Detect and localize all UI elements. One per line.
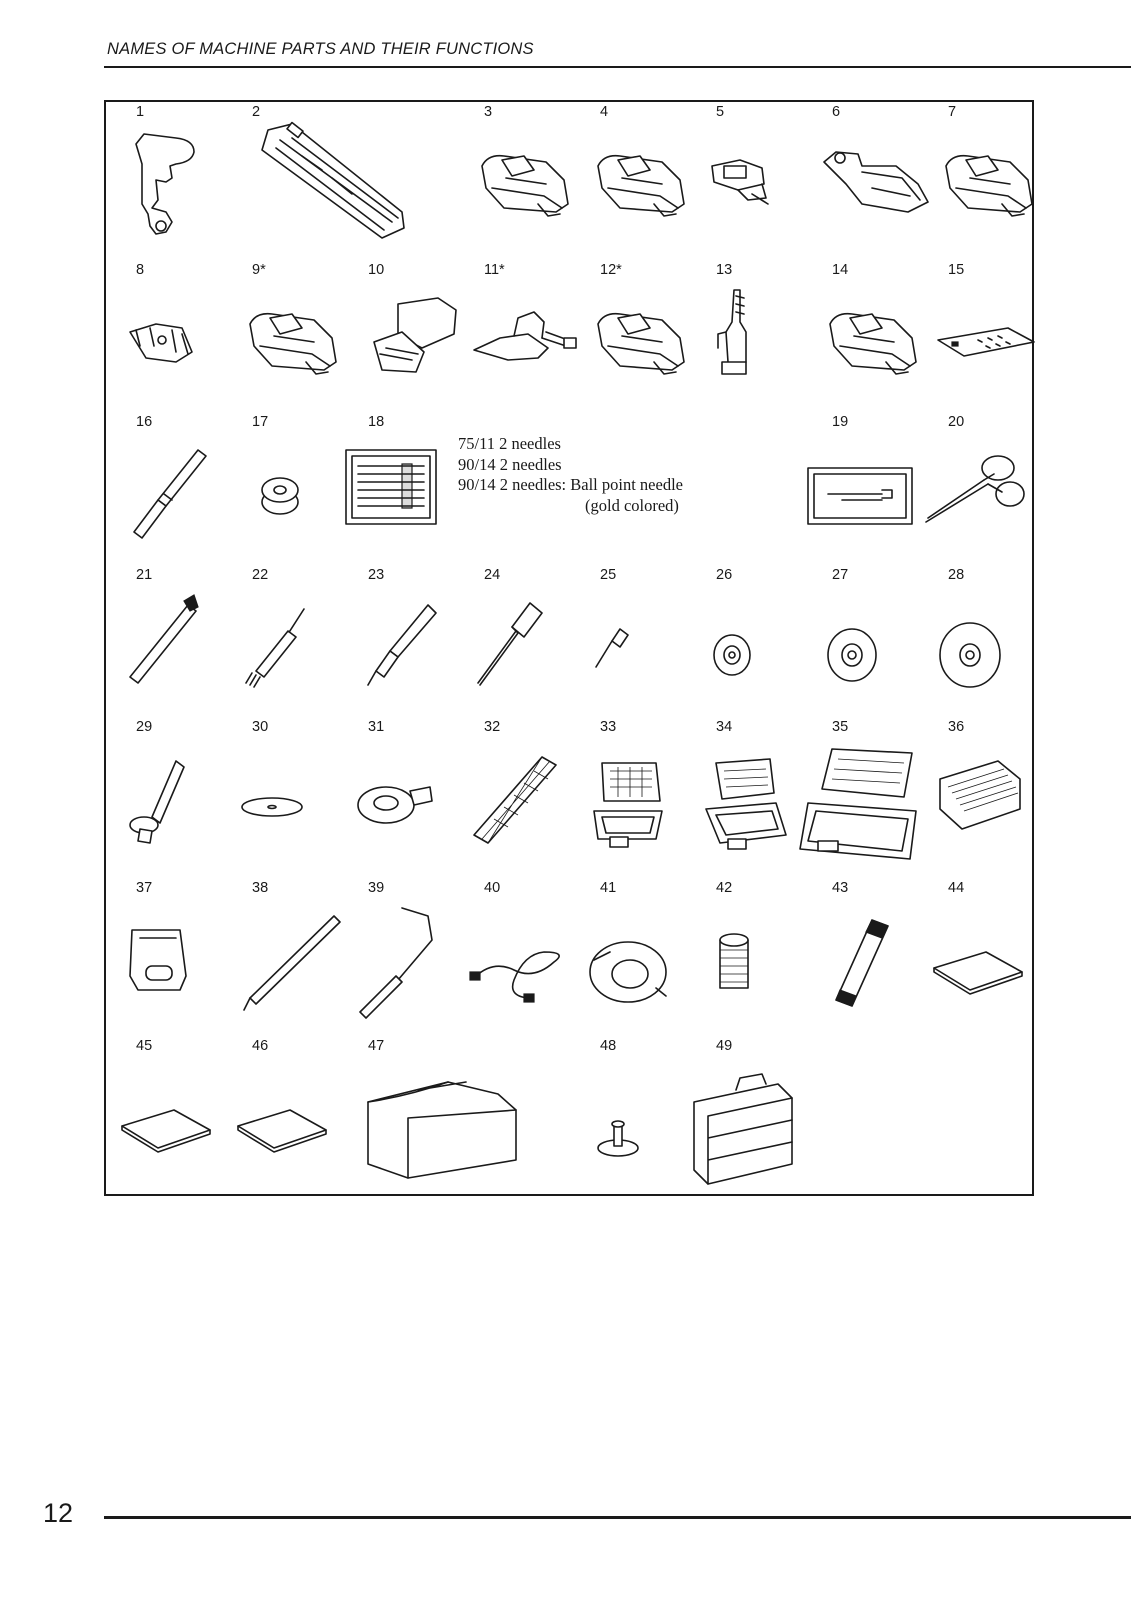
part-number: 46: [252, 1038, 269, 1054]
part-number: 21: [136, 567, 153, 583]
part-number: 45: [136, 1038, 153, 1054]
part-number: 31: [368, 719, 385, 735]
part-number: 39: [368, 880, 385, 896]
quilting-foot-icon: [136, 262, 236, 402]
part-number: 28: [948, 567, 965, 583]
bobbin-cover-icon: [368, 719, 468, 859]
side-cutter-foot-icon: [832, 104, 932, 244]
part-number: 4: [600, 104, 609, 120]
dust-cover-icon: [368, 1038, 468, 1178]
usb-cable-icon: [484, 880, 584, 1020]
part-number: 42: [716, 880, 733, 896]
buttonhole-foot-icon: [252, 104, 352, 244]
touch-pen-icon: [252, 880, 352, 1020]
small-foot-icon: [716, 104, 816, 244]
spool-felt-icon: [252, 719, 352, 859]
scissors-icon: [948, 414, 1048, 554]
knee-lifter-icon: [368, 880, 468, 1020]
part-number: 38: [252, 880, 269, 896]
needle-note: 75/11 2 needles: [458, 434, 561, 453]
part-number: 17: [252, 414, 269, 430]
manual-book-icon: [136, 1038, 236, 1178]
part-number: 23: [368, 567, 385, 583]
presser-foot-icon: [600, 262, 700, 402]
part-number: 35: [832, 719, 849, 735]
knee-lifter-holder-icon: [136, 880, 236, 1020]
part-number: 13: [716, 262, 733, 278]
footer-rule: [104, 1516, 1131, 1519]
part-number: 27: [832, 567, 849, 583]
needle-notes: [458, 434, 683, 516]
part-number: 34: [716, 719, 733, 735]
thread-spool-icon: [716, 880, 816, 1020]
part-number: 6: [832, 104, 841, 120]
part-number: 26: [716, 567, 733, 583]
needle-plate-icon: [948, 262, 1048, 402]
manual-book-icon: [252, 1038, 352, 1178]
part-number: 1: [136, 104, 145, 120]
part-number: 11*: [484, 262, 505, 278]
part-number: 5: [716, 104, 725, 120]
presser-foot-icon: [600, 104, 700, 244]
page-number: 12: [43, 1498, 74, 1528]
part-number: 49: [716, 1038, 733, 1054]
spool-stand-icon: [600, 1038, 700, 1178]
part-number: 18: [368, 414, 385, 430]
part-number: 10: [368, 262, 385, 278]
part-number: 22: [252, 567, 269, 583]
darning-foot-icon: [716, 262, 816, 402]
part-number: 36: [948, 719, 965, 735]
part-number: 2: [252, 104, 261, 120]
part-number: 29: [136, 719, 153, 735]
part-number: 30: [252, 719, 269, 735]
part-number: 40: [484, 880, 501, 896]
part-number: 48: [600, 1038, 617, 1054]
needle-note: (gold colored): [585, 495, 679, 515]
presser-foot-icon: [832, 262, 932, 402]
small-hoop-icon: [600, 719, 700, 859]
needle-note: 90/14 2 needles: [458, 454, 562, 474]
needle-set-icon: [368, 414, 468, 554]
part-number: 44: [948, 880, 965, 896]
screwdriver-icon: [484, 567, 584, 707]
awl-icon: [368, 567, 468, 707]
part-number: 47: [368, 1038, 385, 1054]
part-number: 16: [136, 414, 153, 430]
spool-cap-small-icon: [716, 567, 816, 707]
part-number: 8: [136, 262, 145, 278]
medium-hoop-icon: [716, 719, 816, 859]
part-number: 37: [136, 880, 153, 896]
part-number: 12*: [600, 262, 622, 278]
section-title: NAMES OF MACHINE PARTS AND THEIR FUNCTIONS: [107, 40, 534, 58]
part-number: 19: [832, 414, 849, 430]
part-number: 32: [484, 719, 501, 735]
part-number: 24: [484, 567, 501, 583]
large-hoop-icon: [832, 719, 932, 859]
part-number: 3: [484, 104, 493, 120]
bobbin-icon: [252, 414, 352, 554]
bobbin-case-icon: [600, 880, 700, 1020]
presser-foot-icon: [484, 104, 584, 244]
part-number: 20: [948, 414, 965, 430]
part-number: 9*: [252, 262, 266, 278]
spool-pin-icon: [136, 719, 236, 859]
walking-foot-icon: [368, 262, 468, 402]
part-number: 25: [600, 567, 617, 583]
part-number: 41: [600, 880, 617, 896]
seam-ripper-icon: [136, 414, 236, 554]
presser-foot-icon: [948, 104, 1048, 244]
presser-foot-icon: [252, 262, 352, 402]
part-number: 14: [832, 262, 849, 278]
part-number: 33: [600, 719, 617, 735]
part-number: 15: [948, 262, 965, 278]
zipper-foot-screw-icon: [484, 262, 584, 402]
bracket-foot-icon: [136, 104, 236, 244]
spool-net-icon: [484, 719, 584, 859]
stabilizer-roll-icon: [832, 880, 932, 1020]
manual-book-icon: [948, 880, 1048, 1020]
header-rule: [104, 66, 1131, 68]
part-number: 7: [948, 104, 957, 120]
carrying-case-icon: [716, 1038, 816, 1178]
small-screwdriver-icon: [600, 567, 700, 707]
needle-note: 90/14 2 needles: Ball point needle: [458, 475, 683, 494]
twin-needle-icon: [832, 414, 932, 554]
spool-cap-large-icon: [948, 567, 1048, 707]
cleaning-brush-icon: [136, 567, 236, 707]
foot-controller-icon: [948, 719, 1048, 859]
eyelet-punch-icon: [252, 567, 352, 707]
spool-cap-medium-icon: [832, 567, 932, 707]
part-number: 43: [832, 880, 849, 896]
